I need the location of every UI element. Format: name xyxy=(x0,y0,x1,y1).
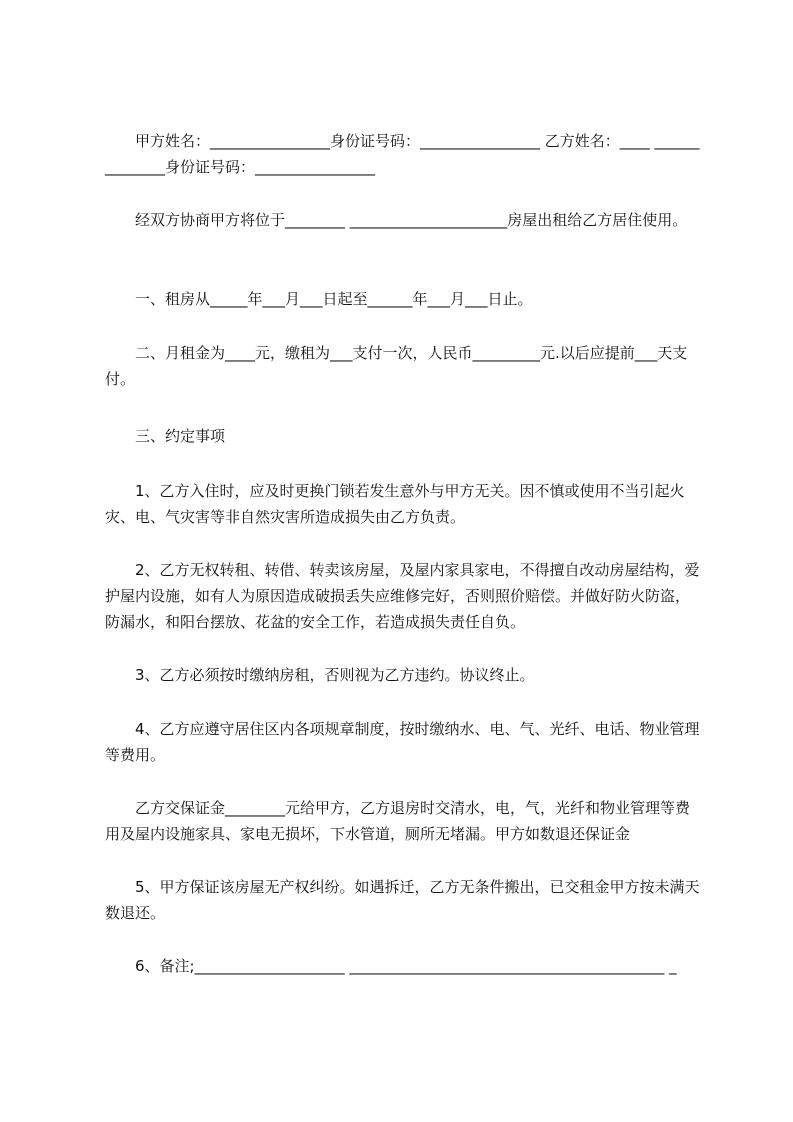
property-location: 经双方协商甲方将位于________ _____________________房屋出租给乙方居住使用。 xyxy=(135,211,688,229)
agreement-6-remarks: 6、备注;____________________ __________________________________________ _ xyxy=(135,957,677,975)
section-heading-agreements: 三、约定事项 xyxy=(135,427,226,445)
clause-rent: 二、月租金为____元，缴租为___支付一次，人民币_________元.以后应提前___天支付。 xyxy=(105,344,688,388)
agreement-4: 4、乙方应遵守居住区内各项规章制度，按时缴纳水、电、气、光纤、电话、物业管理等费用。 xyxy=(105,720,700,764)
agreement-1: 1、乙方入住时，应及时更换门锁若发生意外与甲方无关。因不慎或使用不当引起火灾、电、气灾害等非自然灾害所造成损失由乙方负责。 xyxy=(105,482,685,526)
agreement-3: 3、乙方必须按时缴纳房租，否则视为乙方违约。协议终止。 xyxy=(135,666,535,684)
deposit-clause: 乙方交保证金________元给甲方，乙方退房时交清水，电，气，光纤和物业管理等费用及屋内设施家具、家电无损坏，下水管道，厕所无堵漏。甲方如数退还保证金 xyxy=(105,799,691,843)
agreement-2: 2、乙方无权转租、转借、转卖该房屋，及屋内家具家电，不得擅自改动房屋结构，爱护屋内设施，如有人为原因造成破损丢失应维修完好，否则照价赔偿。并做好防火防盗，防漏水，和阳台摆放、花盆的安全工作，若造成损失责任自负。 xyxy=(105,561,700,631)
agreement-5: 5、甲方保证该房屋无产权纠纷。如遇拆迁，乙方无条件搬出，已交租金甲方按未满天数退还。 xyxy=(105,878,700,922)
party-info: 甲方姓名：________________身份证号码：________________ 乙方姓名：____ ______________身份证号码：________________ xyxy=(105,132,700,176)
clause-term: 一、租房从_____年___月___日起至______年___月___日止。 xyxy=(135,290,533,308)
